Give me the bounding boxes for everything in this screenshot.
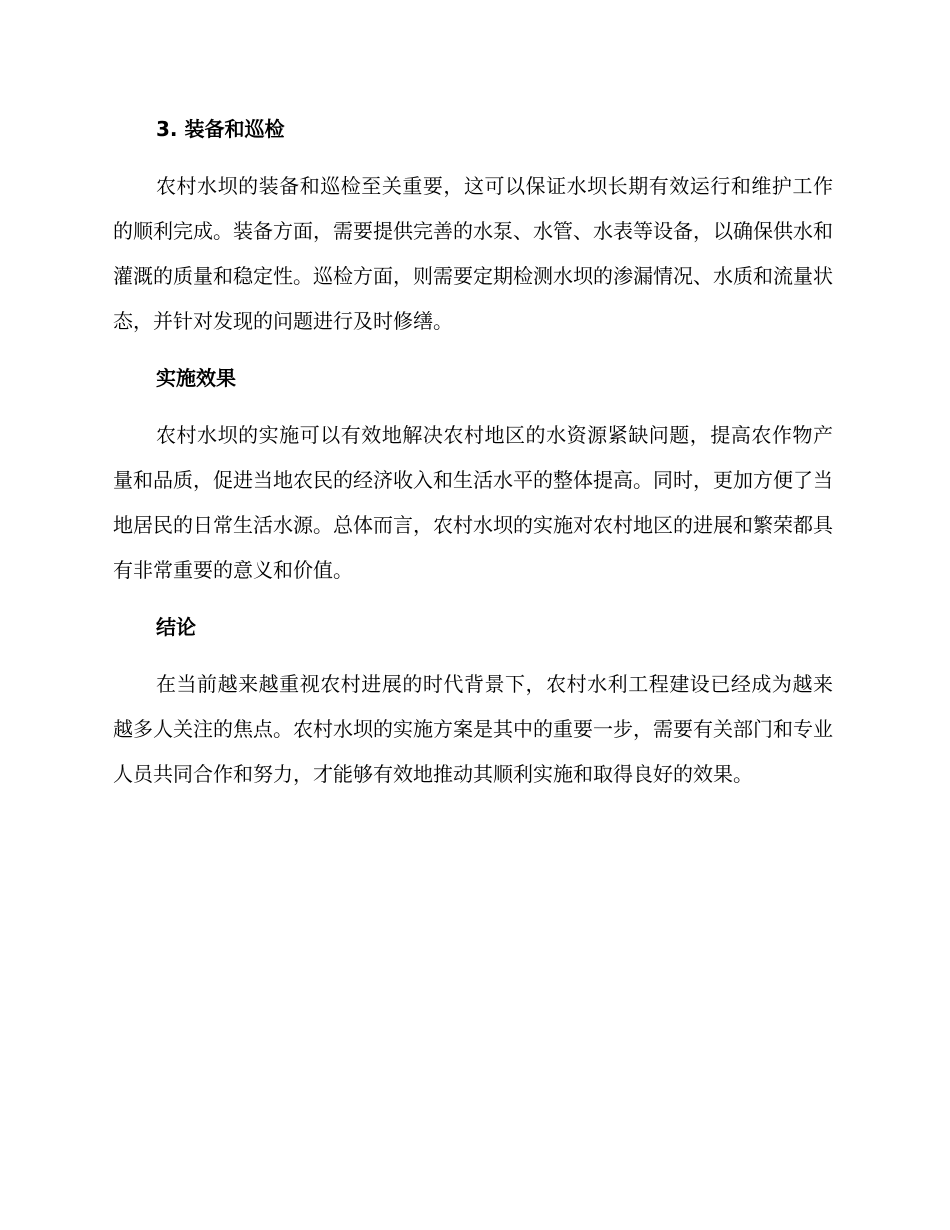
section-heading-implementation-effect: 实施效果 bbox=[156, 366, 236, 390]
section-heading-conclusion: 结论 bbox=[156, 615, 196, 639]
section-paragraph-equipment-inspection: 农村水坝的装备和巡检至关重要，这可以保证水坝长期有效运行和维护工作的顺利完成。装备方面，需要提供完善的水泵、水管、水表等设备，以确保供水和灌溉的质量和稳定性。巡检方面，则需要定期检测水坝的渗漏情况、水质和流量状态，并针对发现的问题进行及时修缮。 bbox=[113, 174, 833, 333]
section-heading-equipment-inspection: 3. 装备和巡检 bbox=[156, 117, 285, 141]
section-paragraph-implementation-effect: 农村水坝的实施可以有效地解决农村地区的水资源紧缺问题，提高农作物产量和品质，促进当地农民的经济收入和生活水平的整体提高。同时，更加方便了当地居民的日常生活水源。总体而言，农村水坝的实施对农村地区的进展和繁荣都具有非常重要的意义和价值。 bbox=[113, 423, 833, 582]
section-paragraph-conclusion: 在当前越来越重视农村进展的时代背景下，农村水利工程建设已经成为越来越多人关注的焦点。农村水坝的实施方案是其中的重要一步，需要有关部门和专业人员共同合作和努力，才能够有效地推动其顺利实施和取得良好的效果。 bbox=[113, 672, 833, 786]
